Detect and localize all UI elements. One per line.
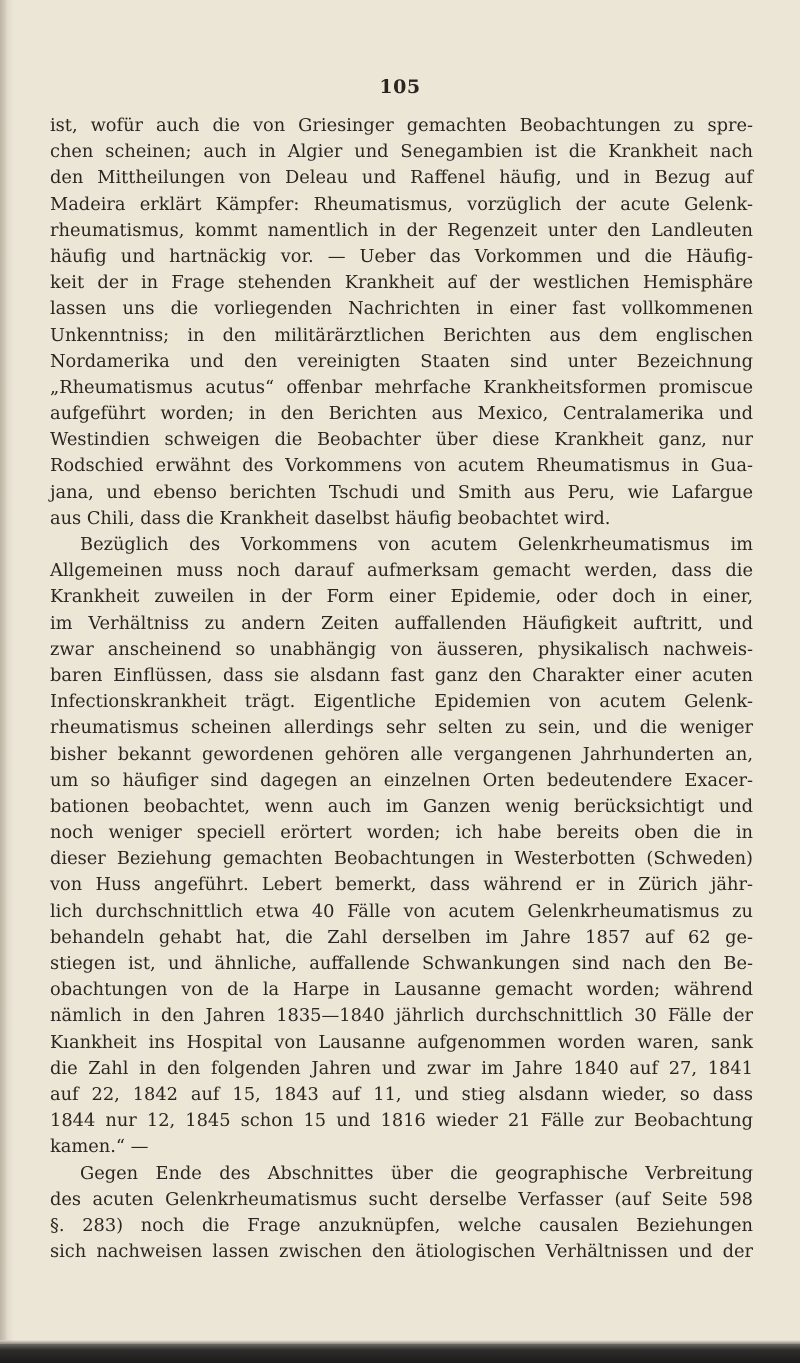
text-line: Allgemeinen muss noch darauf aufmerksam gemacht werden, dass die bbox=[50, 560, 753, 582]
text-line: Bezüglich des Vorkommens von acutem Gelenkrheumatismus im bbox=[80, 534, 753, 555]
text-line: ist, wofür auch die von Griesinger gemachten Beobachtungen zu spre- bbox=[50, 115, 753, 136]
text-line: den Mittheilungen von Deleau und Raffenel häufig, und in Bezug auf bbox=[50, 167, 753, 189]
text-line: aufgeführt worden; in den Berichten aus Mexico, Centralamerika und bbox=[50, 403, 753, 425]
text-line: lassen uns die vorliegenden Nachrichten in einer fast vollkommenen bbox=[50, 298, 753, 320]
page-number: 105 bbox=[379, 76, 421, 98]
text-line: sich nachweisen lassen zwischen den ätiologischen Verhältnissen und der bbox=[50, 1241, 753, 1263]
text-line: Nordamerika und den vereinigten Staaten sind unter Bezeichnung bbox=[50, 350, 753, 372]
text-line: behandeln gehabt hat, die Zahl derselben im Jahre 1857 auf 62 ge- bbox=[50, 926, 753, 948]
text-line: §. 283) noch die Frage anzuknüpfen, welche causalen Beziehungen bbox=[50, 1214, 753, 1236]
text-line: des acuten Gelenkrheumatismus sucht derselbe Verfasser (auf Seite 598 bbox=[50, 1188, 753, 1210]
page-gutter-shadow bbox=[0, 0, 8, 1340]
text-line: baren Einflüssen, dass sie alsdann fast ganz den Charakter einer acuten bbox=[50, 664, 753, 686]
text-line: bationen beobachtet, wenn auch im Ganzen wenig berücksichtigt und bbox=[50, 795, 753, 817]
text-line: um so häufiger sind dagegen an einzelnen Orten bedeutendere Exacer- bbox=[50, 769, 753, 791]
text-line: chen scheinen; auch in Algier und Senegambien ist die Krankheit nach bbox=[50, 141, 753, 163]
text-line: noch weniger speciell erörtert worden; ich habe bereits oben die in bbox=[50, 822, 753, 844]
text-line: lich durchschnittlich etwa 40 Fälle von acutem Gelenkrheumatismus zu bbox=[50, 900, 753, 922]
text-line: aus Chili, dass die Krankheit daselbst häufig beobachtet wird. bbox=[50, 507, 611, 529]
text-line: stiegen ist, und ähnliche, auffallende Schwankungen sind nach den Be- bbox=[50, 953, 753, 974]
text-line: rheumatismus scheinen allerdings sehr selten zu sein, und die weniger bbox=[50, 717, 753, 739]
text-line: Madeira erklärt Kämpfer: Rheumatismus, vorzüglich der acute Gelenk- bbox=[50, 193, 753, 215]
body-text bbox=[50, 113, 753, 1265]
text-line: rheumatismus, kommt namentlich in der Regenzeit unter den Landleuten bbox=[50, 219, 753, 241]
text-line: auf 22, 1842 auf 15, 1843 auf 11, und stieg alsdann wieder, so dass bbox=[50, 1083, 753, 1105]
text-line: die Zahl in den folgenden Jahren und zwar im Jahre 1840 auf 27, 1841 bbox=[50, 1057, 753, 1079]
text-line: dieser Beziehung gemachten Beobachtungen in Westerbotten (Schweden) bbox=[50, 848, 753, 870]
text-line: bisher bekannt gewordenen gehören alle vergangenen Jahrhunderten an, bbox=[50, 743, 753, 765]
text-line: Kıankheit ins Hospital von Lausanne aufgenommen worden waren, sank bbox=[50, 1031, 753, 1053]
text-line: zwar anscheinend so unabhängig von äusseren, physikalisch nachweis- bbox=[50, 638, 753, 660]
text-line: Rodschied erwähnt des Vorkommens von acutem Rheumatismus in Gua- bbox=[50, 455, 753, 477]
text-line: im Verhältniss zu andern Zeiten auffallenden Häufigkeit auftritt, und bbox=[50, 612, 753, 634]
text-line: 1844 nur 12, 1845 schon 15 und 1816 wieder 21 Fälle zur Beobachtung bbox=[50, 1110, 753, 1132]
text-line: häufig und hartnäckig vor. — Ueber das Vorkommen und die Häufig- bbox=[50, 245, 753, 267]
text-line: keit der in Frage stehenden Krankheit auf der westlichen Hemisphäre bbox=[50, 272, 753, 294]
text-line: jana, und ebenso berichten Tschudi und Smith aus Peru, wie Lafargue bbox=[50, 481, 753, 503]
text-line: nämlich in den Jahren 1835—1840 jährlich durchschnittlich 30 Fälle der bbox=[50, 1005, 753, 1027]
text-line: Unkenntniss; in den militärärztlichen Berichten aus dem englischen bbox=[50, 324, 753, 346]
text-line: obachtungen von de la Harpe in Lausanne gemacht worden; während bbox=[50, 979, 753, 1001]
text-line: Gegen Ende des Abschnittes über die geographische Verbreitung bbox=[80, 1162, 753, 1184]
text-line: „Rheumatismus acutus“ offenbar mehrfache Krankheitsformen promiscue bbox=[50, 376, 753, 398]
text-line: Krankheit zuweilen in der Form einer Epidemie, oder doch in einer, bbox=[50, 586, 753, 608]
text-line: von Huss angeführt. Lebert bemerkt, dass während er in Zürich jähr- bbox=[50, 874, 753, 896]
text-line: Westindien schweigen die Beobachter über diese Krankheit ganz, nur bbox=[50, 429, 753, 451]
text-line: Infectionskrankheit trägt. Eigentliche Epidemien von acutem Gelenk- bbox=[50, 691, 753, 713]
scan-bottom-border bbox=[0, 1344, 800, 1363]
text-line: kamen.“ — bbox=[50, 1136, 149, 1158]
